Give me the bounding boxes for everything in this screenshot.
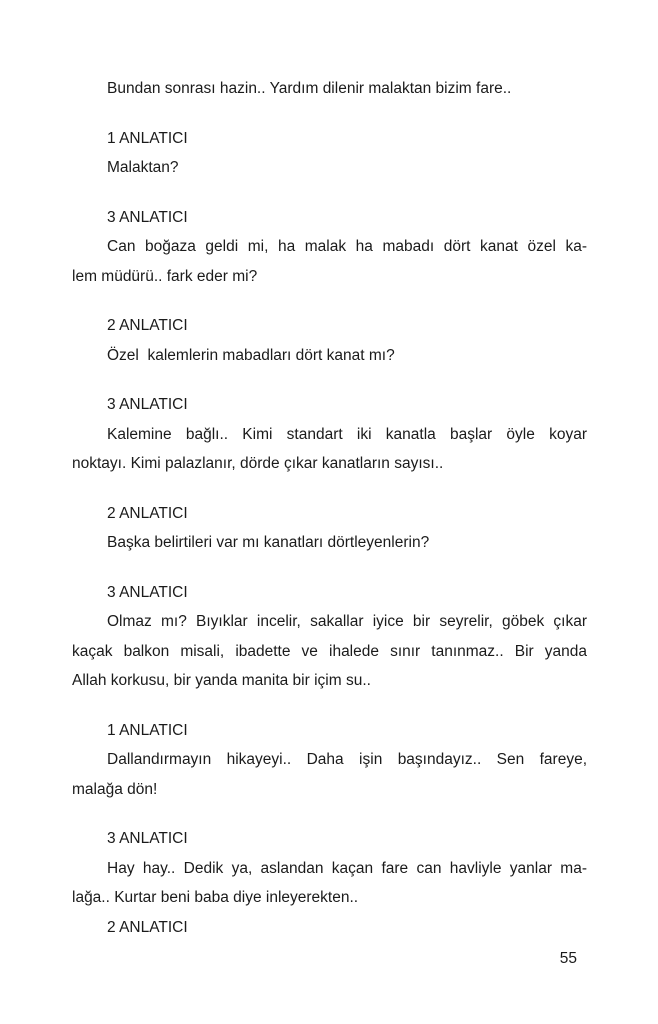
speaker-label: 2 ANLATICI (107, 918, 188, 936)
dialogue-line: Hay hay.. Dedik ya, aslandan kaçan fare can havliyle yanlar ma- (107, 859, 587, 877)
dialogue-block (72, 203, 587, 292)
dialogue-line: Olmaz mı? Bıyıklar incelir, sakallar iyice bir seyrelir, göbek çıkar (107, 613, 587, 630)
dialogue-line: Bundan sonrası hazin.. Yardım dilenir malaktan bizim fare.. (107, 80, 512, 97)
speaker-label: 2 ANLATICI (107, 317, 188, 334)
dialogue-line: malağa dön! (72, 780, 158, 798)
dialogue-block (72, 74, 587, 104)
page-number: 55 (559, 950, 577, 967)
dialogue-line: Başka belirtileri var mı kanatları dörtleyenlerin? (107, 534, 430, 551)
speaker-label: 3 ANLATICI (107, 583, 188, 601)
dialogue-block (72, 124, 587, 183)
dialogue-line: Özel kalemlerin mabadları dört kanat mı? (107, 346, 395, 364)
dialogue-line: Can boğaza geldi mi, ha malak ha mabadı dört kanat özel ka- (107, 238, 587, 255)
dialogue-block (72, 824, 587, 913)
speaker-label: 2 ANLATICI (107, 504, 188, 522)
dialogue-block (72, 578, 587, 696)
dialogue-block (72, 311, 587, 370)
dialogue-block (72, 716, 587, 805)
dialogue-line: Allah korkusu, bir yanda manita bir içim su.. (72, 672, 371, 689)
dialogue-block (72, 390, 587, 479)
speaker-label: 1 ANLATICI (107, 129, 188, 147)
dialogue-line: noktayı. Kimi palazlanır, dörde çıkar kanatların sayısı.. (72, 455, 444, 472)
dialogue-line: Kalemine bağlı.. Kimi standart iki kanatla başlar öyle koyar (107, 425, 587, 443)
speaker-label: 3 ANLATICI (107, 208, 188, 226)
dialogue-line: lem müdürü.. fark eder mi? (72, 267, 258, 285)
dialogue-line: Dallandırmayın hikayeyi.. Daha işin başındayız.. Sen fareye, (107, 751, 587, 768)
dialogue-block (72, 913, 587, 943)
speaker-label: 3 ANLATICI (107, 396, 188, 413)
dialogue-line: lağa.. Kurtar beni baba diye inleyerekten.. (72, 889, 359, 906)
dialogue-line: kaçak balkon misali, ibadette ve ihalede sınır tanınmaz.. Bir yanda (72, 642, 587, 660)
dialogue-block (72, 499, 587, 558)
text-column (72, 74, 587, 942)
dialogue-line: Malaktan? (107, 159, 179, 176)
speaker-label: 1 ANLATICI (107, 721, 188, 739)
speaker-label: 3 ANLATICI (107, 830, 188, 847)
